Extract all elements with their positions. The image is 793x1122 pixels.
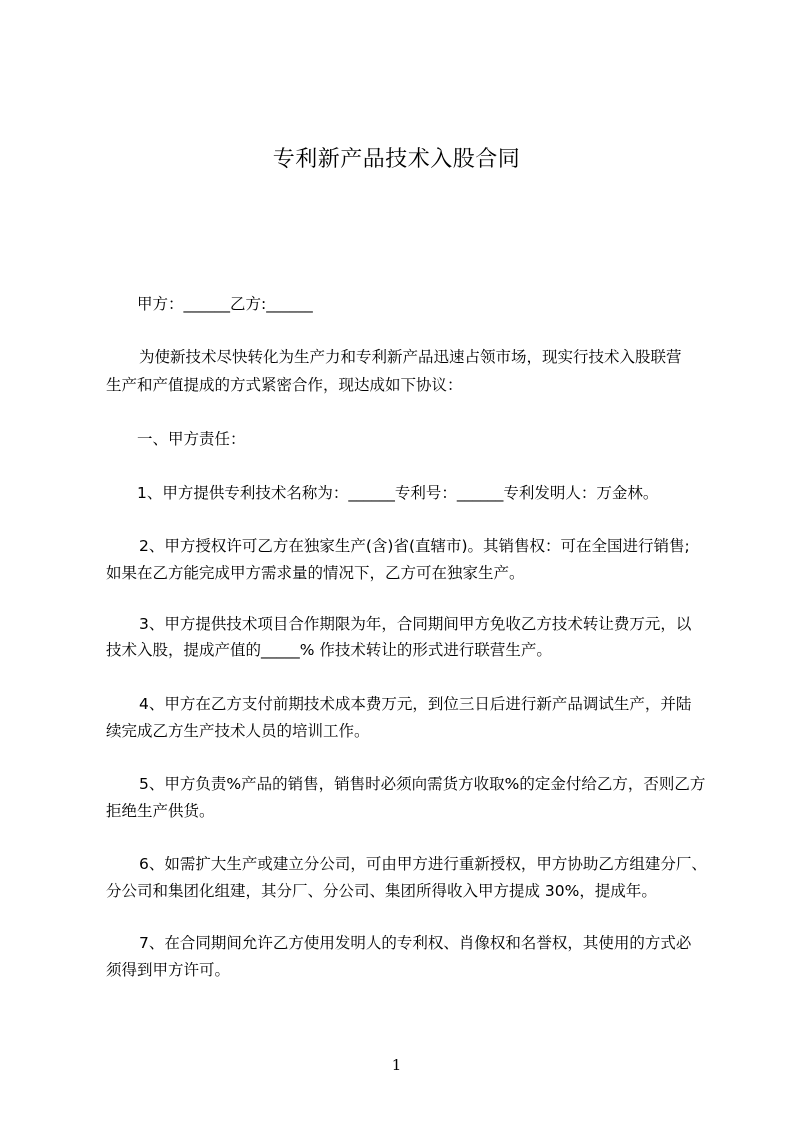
- section-heading: 一、甲方责任：: [137, 430, 246, 448]
- clause-6-line-2: 分公司和集团化组建，其分厂、分公司、集团所得收入甲方提成 30%，提成年。: [106, 882, 657, 900]
- intro-line-1: 为使新技术尽快转化为生产力和专利新产品迅速占领市场，现实行技术入股联营: [139, 348, 682, 366]
- parties-line: 甲方：______乙方:______: [137, 295, 313, 313]
- clause-1-line-1: 1、甲方提供专利技术名称为：______专利号：______专利发明人：万金林。: [137, 484, 659, 502]
- clause-5-line-1: 5、甲方负责%产品的销售，销售时必须向需货方收取%的定金付给乙方，否则乙方: [139, 775, 706, 793]
- clause-3-line-1: 3、甲方提供技术项目合作期限为年，合同期间甲方免收乙方技术转让费万元，以: [139, 615, 692, 633]
- page-number: 1: [391, 1056, 402, 1074]
- intro-line-2: 生产和产值提成的方式紧密合作，现达成如下协议：: [106, 376, 463, 394]
- clause-2-line-2: 如果在乙方能完成甲方需求量的情况下，乙方可在独家生产。: [106, 564, 525, 582]
- clause-5-line-2: 拒绝生产供货。: [106, 802, 215, 820]
- clause-7-line-1: 7、在合同期间允许乙方使用发明人的专利权、肖像权和名誉权，其使用的方式必: [139, 934, 692, 952]
- clause-6-line-1: 6、如需扩大生产或建立分公司，可由甲方进行重新授权，甲方协助乙方组建分厂、: [139, 855, 707, 873]
- clause-2-line-1: 2、甲方授权许可乙方在独家生产(含)省(直辖市)。其销售权：可在全国进行销售;: [139, 537, 690, 555]
- clause-3-line-2: 技术入股，提成产值的_____% 作技术转让的形式进行联营生产。: [106, 641, 552, 659]
- clause-4-line-1: 4、甲方在乙方支付前期技术成本费万元，到位三日后进行新产品调试生产，并陆: [139, 695, 692, 713]
- clause-4-line-2: 续完成乙方生产技术人员的培训工作。: [106, 722, 370, 740]
- clause-7-line-2: 须得到甲方许可。: [106, 961, 231, 979]
- document-title: 专利新产品技术入股合同: [272, 147, 521, 172]
